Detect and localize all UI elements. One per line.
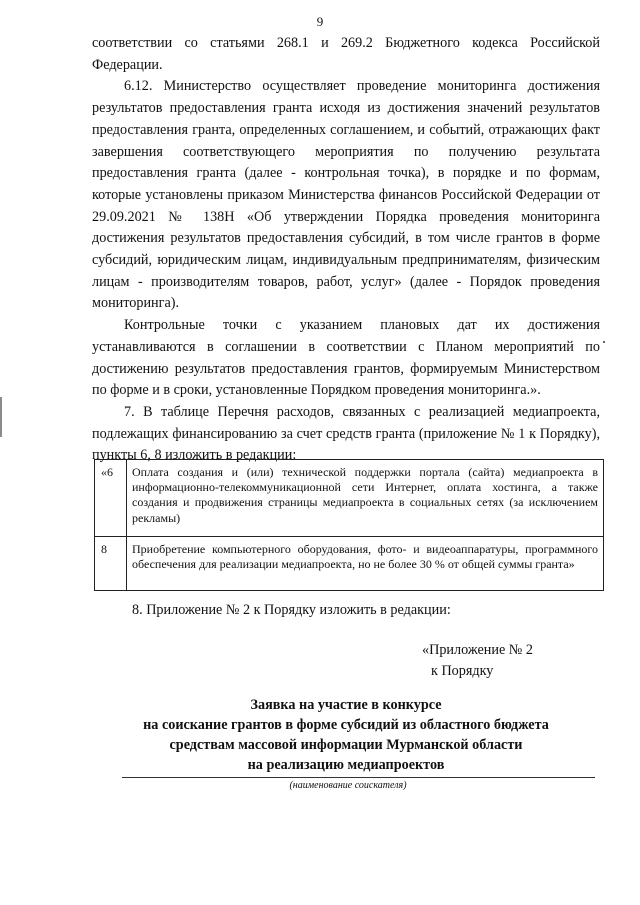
table-cell-number: «6: [95, 460, 127, 537]
appendix-line-1: «Приложение № 2: [422, 642, 533, 658]
table-cell-number: 8: [95, 537, 127, 591]
table-row: [95, 460, 604, 537]
table-row: [95, 537, 604, 591]
applicant-caption: [0, 780, 640, 791]
paragraph-control-points: Контрольные точки с указанием плановых дат их достижения устанавливаются в соглашении в соответствии с Планом мероприятий по достижению результатов предоставления грантов, формируемым Министерством по форме и в сроки, установленные Порядком проведения мониторинга.».: [92, 317, 600, 399]
table-cell-description: Оплата создания и (или) технической поддержки портала (сайта) медиапроекта в информационно-телекоммуникационной сети Интернет, оплата хостинга, а также создания и продвижения страницы медиапроекта в социальных сетях (за исключением рекламы): [127, 460, 604, 537]
expenses-table-container: [94, 459, 604, 591]
scan-margin-mark: [0, 397, 2, 437]
appendix-line-2: к Порядку: [431, 662, 494, 679]
form-title-line-2: на соискание грантов в форме субсидий из областного бюджета: [143, 717, 549, 733]
table-cell-description: Приобретение компьютерного оборудования, фото- и видеоаппаратуры, программного обеспечения для реализации медиапроекта, но не более 30 % от общей суммы гранта»: [127, 537, 604, 591]
paragraph-8: 8. Приложение № 2 к Порядку изложить в редакции:: [132, 602, 451, 618]
scan-dot-mark: [603, 341, 605, 343]
paragraph-6-12: 6.12. Министерство осуществляет проведение мониторинга достижения результатов предоставления гранта исходя из достижения значений результатов предоставления гранта, определенных соглашением, и событий, отражающих факт завершения соответствующего мероприятия по получению результата предоставления гранта (далее - контрольная точка), в порядке и по формам, которые установлены приказом Министерства финансов Российской Федерации от 29.09.2021 № 138Н «Об утверждении Порядка проведения мониторинга достижения результатов предоставления субсидий, в том числе грантов в форме субсидий, юридическим лицам, индивидуальным предпринимателям, физическим лицам - производителям товаров, работ, услуг» (далее - Порядок проведения мониторинга).: [92, 78, 600, 312]
appendix-header: [422, 640, 533, 681]
form-title: [92, 695, 600, 775]
applicant-caption-text: (наименование соискателя): [289, 780, 407, 791]
form-title-line-3: средствам массовой информации Мурманской области: [169, 737, 523, 753]
expenses-table: [94, 459, 604, 591]
page-number: 9: [316, 14, 324, 29]
paragraph-7: 7. В таблице Перечня расходов, связанных с реализацией медиапроекта, подлежащих финансированию за счет средств гранта (приложение № 1 к Порядку), пункты 6, 8 изложить в редакции:: [92, 403, 600, 464]
form-title-line-1: Заявка на участие в конкурсе: [250, 697, 442, 713]
paragraph-continuation: соответствии со статьями 268.1 и 269.2 Бюджетного кодекса Российской Федерации.: [92, 35, 600, 73]
applicant-name-line: [122, 777, 595, 778]
body-text: [92, 33, 600, 467]
after-table-text: [92, 600, 600, 622]
form-title-line-4: на реализацию медиапроектов: [247, 757, 445, 773]
